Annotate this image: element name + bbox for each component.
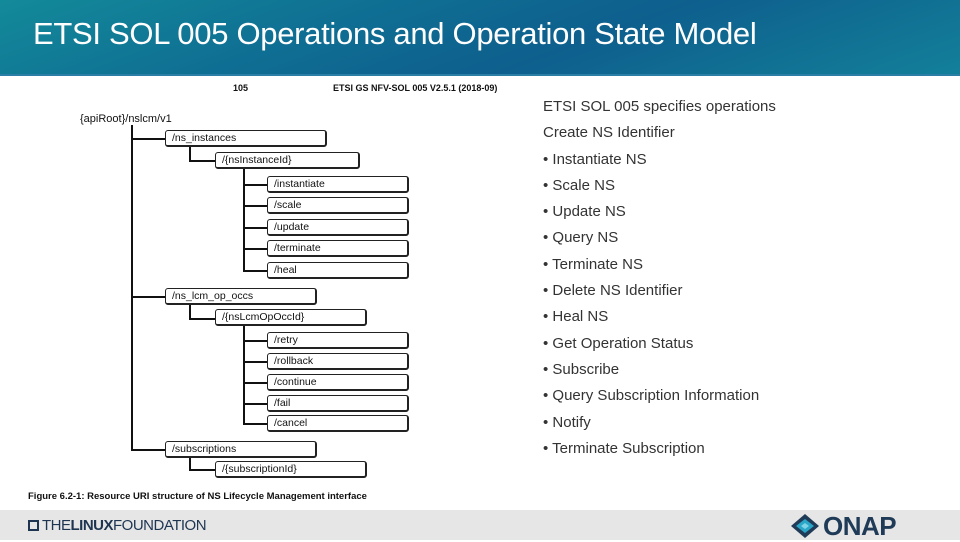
operations-heading: ETSI SOL 005 specifies operations — [543, 98, 776, 115]
connector — [243, 423, 267, 425]
node-update: /update — [267, 219, 409, 236]
connector — [243, 184, 267, 186]
list-item: • Heal NS — [543, 308, 609, 326]
list-item: • Subscribe — [543, 360, 620, 378]
connector — [131, 296, 165, 298]
linux-foundation-square-icon — [28, 520, 39, 531]
node-retry: /retry — [267, 332, 409, 349]
node-ns-instance-id: /{nsInstanceId} — [215, 152, 360, 169]
operations-list — [543, 97, 776, 465]
list-item: Create NS Identifier — [543, 124, 675, 142]
onap-wordmark: ONAP — [823, 510, 897, 541]
node-subscriptions: /subscriptions — [165, 441, 317, 458]
node-continue: /continue — [267, 374, 409, 391]
list-item: • Delete NS Identifier — [543, 282, 683, 300]
list-item: • Notify — [543, 413, 591, 431]
node-instantiate: /instantiate — [267, 176, 409, 193]
page-title: ETSI SOL 005 Operations and Operation State Model — [33, 16, 757, 51]
connector — [243, 382, 267, 384]
node-subscription-id: /{subscriptionId} — [215, 461, 367, 478]
list-item: • Update NS — [543, 203, 626, 221]
list-item: • Terminate Subscription — [543, 439, 705, 457]
logo-text: THE — [42, 517, 71, 534]
onap-logo — [790, 512, 896, 540]
connector — [189, 305, 191, 319]
connector — [131, 138, 165, 140]
node-cancel: /cancel — [267, 415, 409, 432]
node-ns-lcm-op-occs: /ns_lcm_op_occs — [165, 288, 317, 305]
connector — [243, 270, 267, 272]
linux-foundation-logo — [28, 517, 206, 534]
connector — [189, 160, 215, 162]
logo-text: LINUX — [70, 517, 113, 534]
figure-caption: Figure 6.2-1: Resource URI structure of NS Lifecycle Management interface — [28, 491, 367, 502]
list-item: • Scale NS — [543, 176, 615, 194]
list-item: • Get Operation Status — [543, 334, 694, 352]
connector — [243, 248, 267, 250]
footer — [0, 510, 960, 540]
connector — [243, 361, 267, 363]
node-fail: /fail — [267, 395, 409, 412]
node-rollback: /rollback — [267, 353, 409, 370]
onap-diamond-icon — [790, 513, 820, 539]
doc-id: ETSI GS NFV-SOL 005 V2.5.1 (2018-09) — [333, 83, 498, 93]
list-item: • Instantiate NS — [543, 150, 647, 168]
node-terminate: /terminate — [267, 240, 409, 257]
node-ns-instances: /ns_instances — [165, 130, 327, 147]
logo-text: FOUNDATION — [113, 517, 207, 534]
node-scale: /scale — [267, 197, 409, 214]
title-bar — [0, 0, 960, 76]
doc-page-number: 105 — [233, 83, 249, 93]
connector — [243, 340, 267, 342]
node-ns-lcm-op-occ-id: /{nsLcmOpOccId} — [215, 309, 367, 326]
connector — [243, 403, 267, 405]
connector — [131, 449, 165, 451]
connector — [131, 125, 133, 450]
tree-root: {apiRoot}/nslcm/v1 — [80, 113, 172, 125]
list-item: • Query Subscription Information — [543, 387, 760, 405]
list-item: • Query NS — [543, 229, 619, 247]
connector — [243, 227, 267, 229]
node-heal: /heal — [267, 262, 409, 279]
connector — [243, 205, 267, 207]
list-item: • Terminate NS — [543, 255, 644, 273]
connector — [189, 318, 215, 320]
connector — [189, 469, 215, 471]
connector — [189, 147, 191, 161]
